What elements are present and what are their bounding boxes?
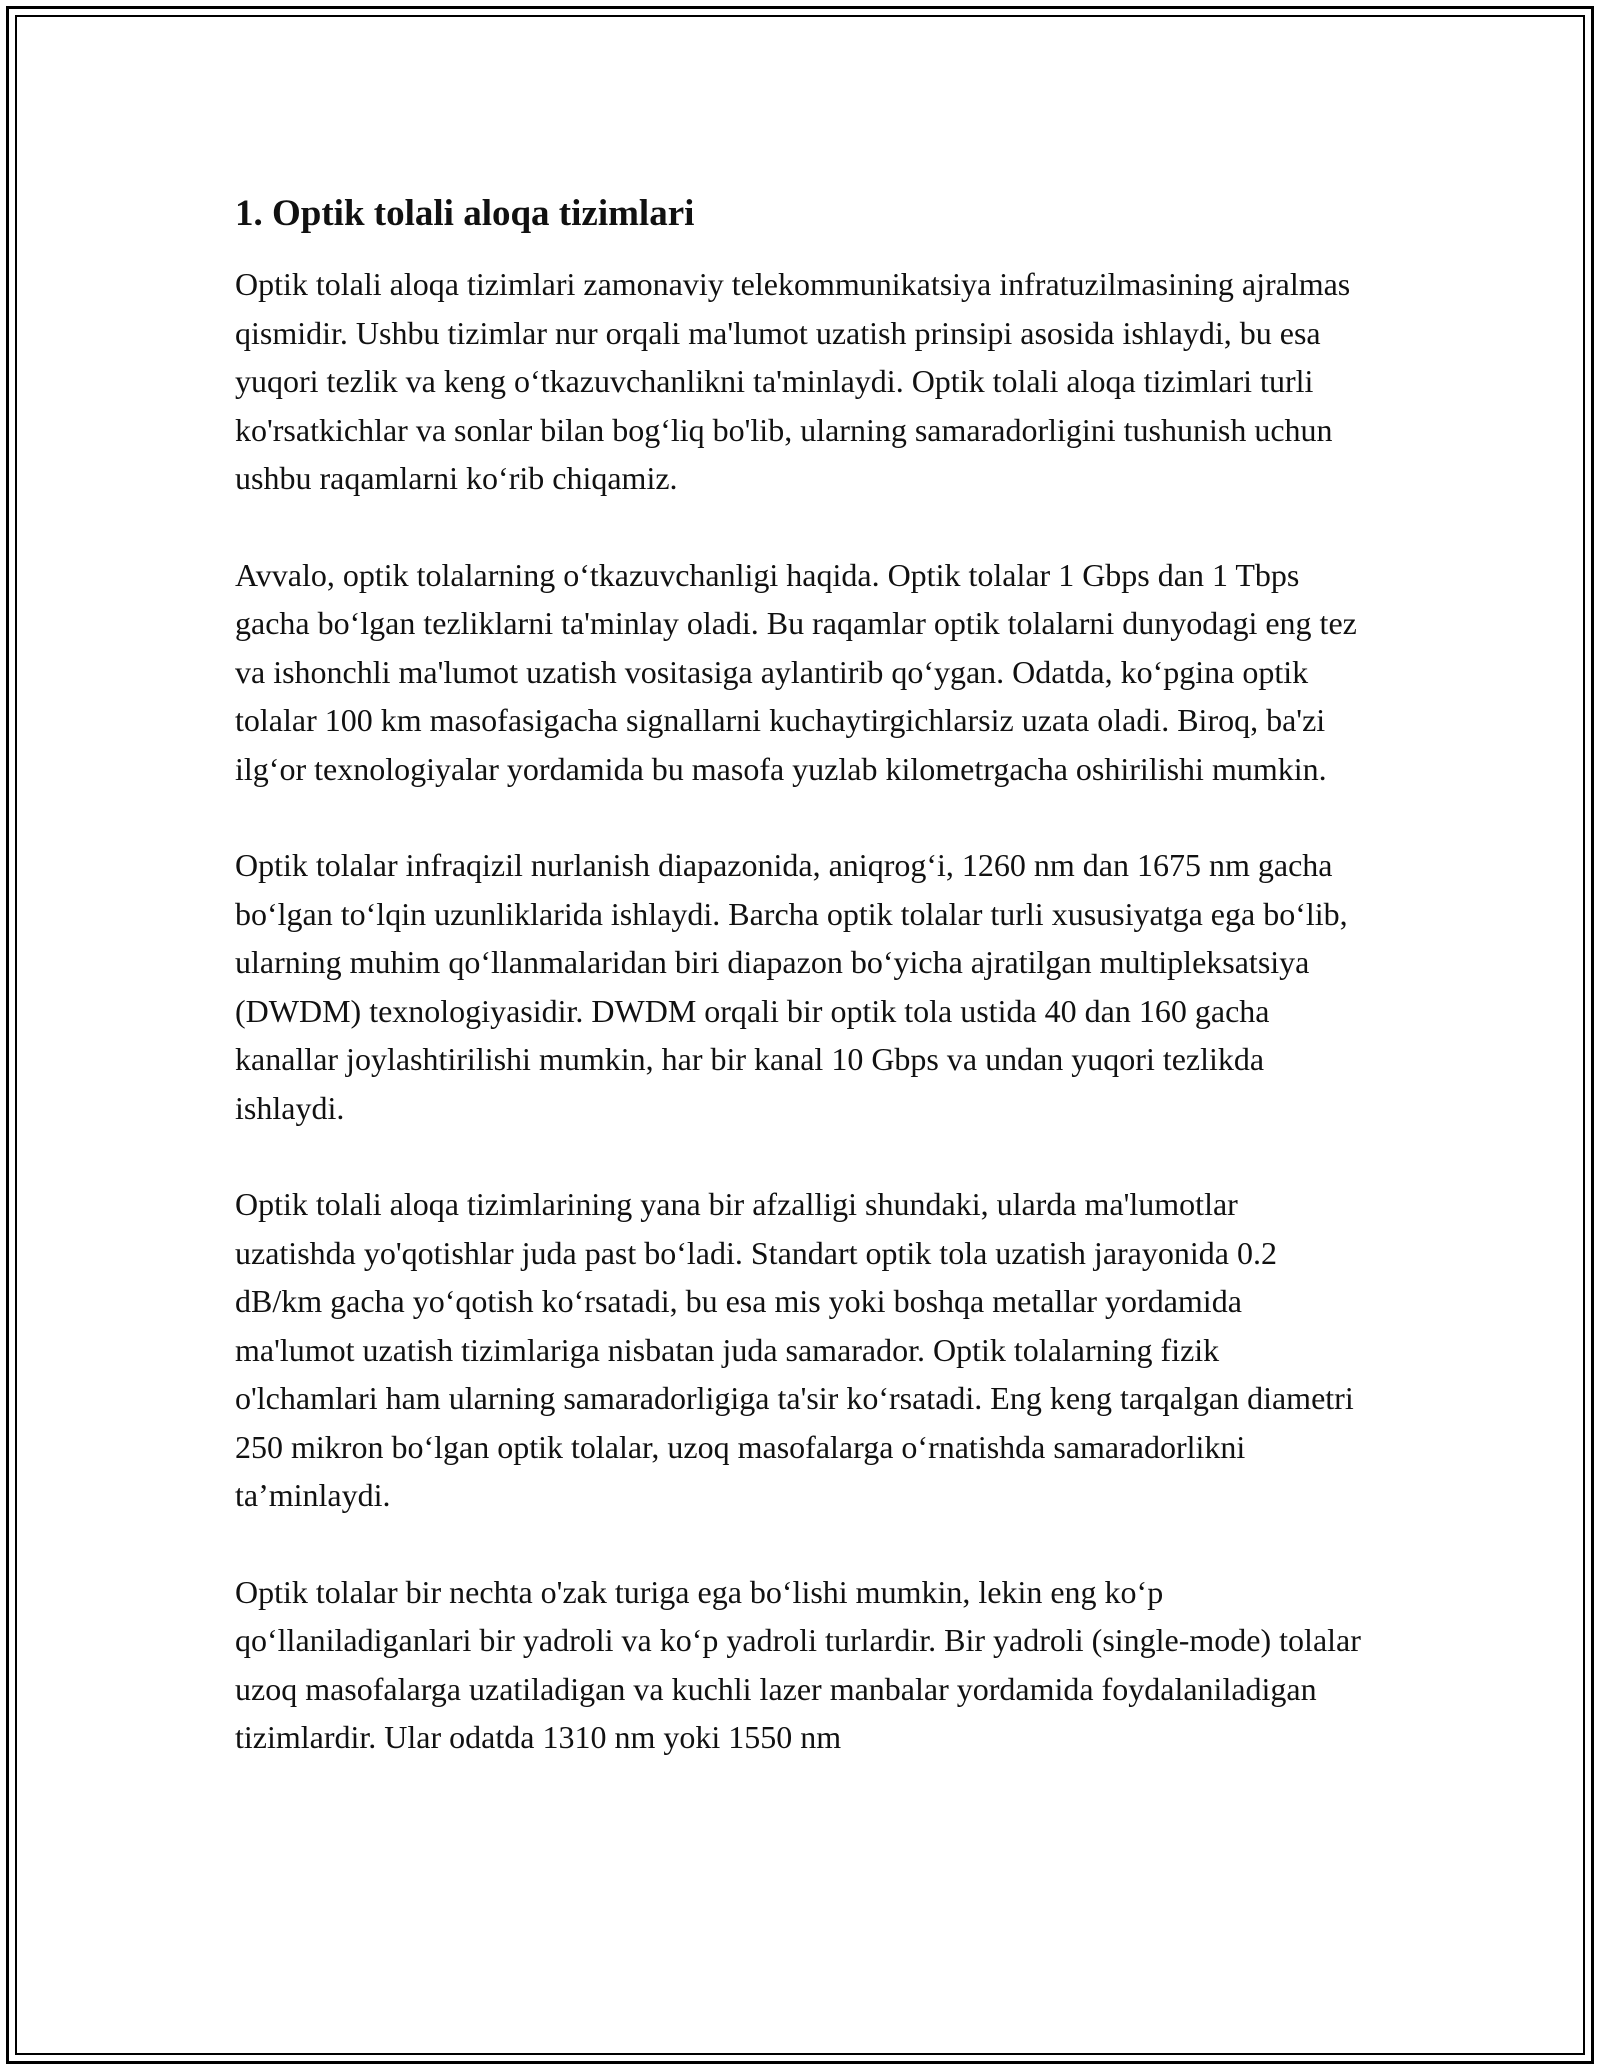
paragraph-5: Optik tolalar bir nechta o'zak turiga ega bo‘lishi mumkin, lekin eng ko‘p qo‘llaniladiganlari bir yadroli va ko‘p yadroli turlardir. Bir yadroli (single-mode) tolalar uzoq masofalarga uzatiladigan va kuchli lazer manbalar yordamida foydalaniladigan tizimlardir. Ular odatda 1310 nm yoki 1550 nm (235, 1573, 1361, 1755)
paragraph-3: Optik tolalar infraqizil nurlanish diapazonida, aniqrog‘i, 1260 nm dan 1675 nm gacha bo‘lgan to‘lqin uzunliklarida ishlaydi. Barcha optik tolalar turli xususiyatga ega bo‘lib, ularning muhim qo‘llanmalaridan biri diapazon bo‘yicha ajratilgan multipleksatsiya (DWDM) texnologiyasidir. DWDM orqali bir optik tola ustida 40 dan 160 gacha kanallar joylashtirilishi mumkin, har bir kanal 10 Gbps va undan yuqori tezlikda ishlaydi. (235, 847, 1348, 1126)
paragraph-2: Avvalo, optik tolalarning o‘tkazuvchanligi haqida. Optik tolalar 1 Gbps dan 1 Tbps gacha bo‘lgan tezliklarni ta'minlay oladi. Bu raqamlar optik tolalarni dunyodagi eng tez va ishonchli ma'lumot uzatish vositasiga aylantirib qo‘ygan. Odatda, ko‘pgina optik tolalar 100 km masofasigacha signallarni kuchaytirgichlarsiz uzata oladi. Biroq, ba'zi ilg‘or texnologiyalar yordamida bu masofa yuzlab kilometrgacha oshirilishi mumkin. (235, 556, 1357, 787)
document-body (235, 190, 1365, 1810)
paragraph-1: Optik tolali aloqa tizimlari zamonaviy telekommunikatsiya infratuzilmasining ajralmas qismidir. Ushbu tizimlar nur orqali ma'lumot uzatish prinsipi asosida ishlaydi, bu esa yuqori tezlik va keng o‘tkazuvchanlikni ta'minlaydi. Optik tolali aloqa tizimlari turli ko'rsatkichlar va sonlar bilan bog‘liq bo'lib, ularning samaradorligini tushunish uchun ushbu raqamlarni ko‘rib chiqamiz. (235, 266, 1351, 496)
section-title: 1. Optik tolali aloqa tizimlari (235, 193, 695, 234)
paragraph-4: Optik tolali aloqa tizimlarining yana bir afzalligi shundaki, ularda ma'lumotlar uzatishda yo'qotishlar juda past bo‘ladi. Standart optik tola uzatish jarayonida 0.2 dB/km gacha yo‘qotish ko‘rsatadi, bu esa mis yoki boshqa metallar yordamida ma'lumot uzatish tizimlariga nisbatan juda samarador. Optik tolalarning fizik o'lchamlari ham ularning samaradorligiga ta'sir ko‘rsatadi. Eng keng tarqalgan diametri 250 mikron bo‘lgan optik tolalar, uzoq masofalarga o‘rnatishda samaradorlikni ta’minlaydi. (235, 1186, 1354, 1513)
